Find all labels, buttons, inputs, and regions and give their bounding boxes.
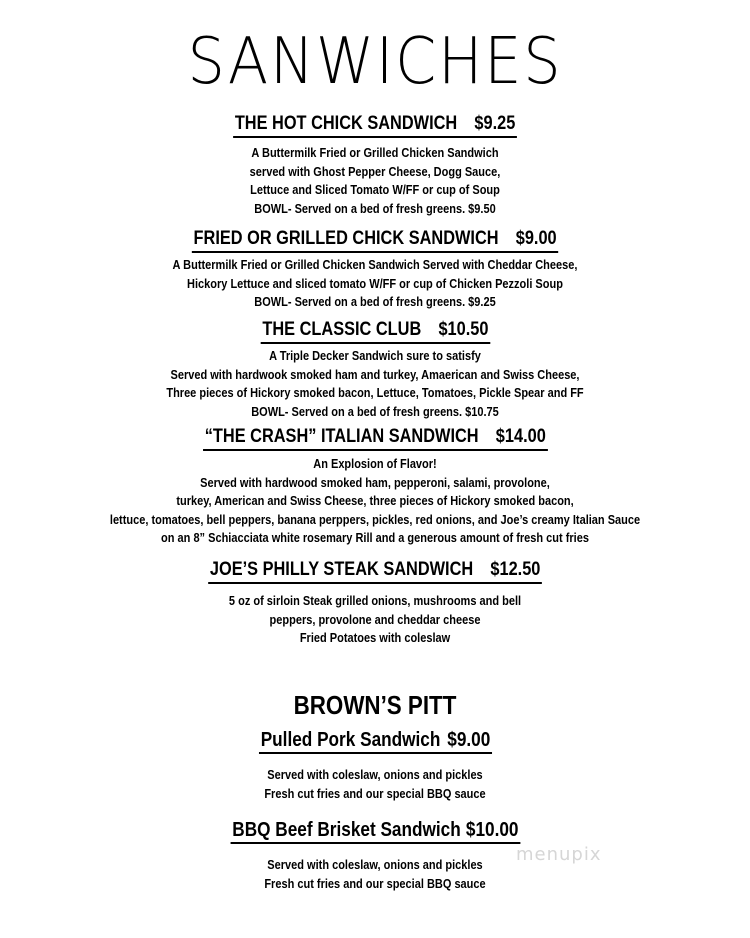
- section-title-browns-pitt: BROWN’S PITT: [293, 690, 457, 720]
- item-name: THE CLASSIC CLUB: [261, 319, 421, 340]
- item-desc-line: Lettuce and Sliced Tomato W/FF or cup of Soup: [250, 183, 500, 197]
- item-desc-line: An Explosion of Flavor!: [313, 457, 437, 471]
- item-price: $12.50: [490, 559, 541, 580]
- item-heading: [260, 318, 489, 344]
- item-heading: [258, 728, 491, 754]
- item-price: $10.50: [438, 319, 489, 340]
- item-desc-line: 5 oz of sirloin Steak grilled onions, mushrooms and bell: [228, 594, 522, 608]
- menu-item-pulled-pork: [0, 728, 750, 803]
- item-name: Pulled Pork Sandwich: [260, 729, 440, 751]
- item-desc-line: Fresh cut fries and our special BBQ sauce: [264, 876, 486, 891]
- item-name: JOE’S PHILLY STEAK SANDWICH: [209, 559, 474, 580]
- item-heading: [233, 112, 517, 138]
- menu-item-hot-chick: [0, 112, 750, 218]
- item-heading: [208, 558, 542, 584]
- item-desc-line: BOWL- Served on a bed of fresh greens. $9.25: [254, 295, 496, 309]
- item-desc-line: peppers, provolone and cheddar cheese: [269, 612, 481, 627]
- item-desc-line: A Buttermilk Fried or Grilled Chicken Sandwich: [251, 146, 499, 160]
- item-price: $10.00: [465, 819, 519, 841]
- item-name: FRIED OR GRILLED CHICK SANDWICH: [193, 228, 499, 249]
- menu-item-brisket: [0, 818, 750, 893]
- menu-item-classic-club: [0, 318, 750, 421]
- item-name: “THE CRASH” ITALIAN SANDWICH: [204, 426, 479, 447]
- item-price: $9.00: [515, 228, 557, 249]
- item-desc-line: Served with coleslaw, onions and pickles: [267, 858, 483, 872]
- menu-item-the-crash: [0, 425, 750, 548]
- item-desc-line: Served with coleslaw, onions and pickles: [267, 768, 483, 782]
- item-desc-line: on an 8” Schiacciata white rosemary Rill and a generous amount of fresh cut fries: [161, 531, 589, 545]
- item-heading: [203, 425, 547, 451]
- item-desc-line: A Buttermilk Fried or Grilled Chicken Sandwich Served with Cheddar Cheese,: [172, 258, 578, 272]
- item-price: $14.00: [495, 426, 546, 447]
- menu-title: SANWICHES: [187, 25, 563, 99]
- item-desc-line: Served with hardwook smoked ham and turkey, Amaerican and Swiss Cheese,: [170, 367, 580, 382]
- item-heading: [230, 818, 520, 844]
- item-desc-line: Served with hardwood smoked ham, pepperoni, salami, provolone,: [200, 475, 550, 490]
- menu-item-philly-steak: [0, 558, 750, 648]
- menu-item-fried-grilled-chick: [0, 227, 750, 312]
- item-price: $9.00: [446, 729, 490, 751]
- item-desc-line: Hickory Lettuce and sliced tomato W/FF or cup of Chicken Pezzoli Soup: [187, 276, 563, 291]
- item-desc-line: turkey, American and Swiss Cheese, three pieces of Hickory smoked bacon,: [176, 494, 574, 508]
- item-desc-line: A Triple Decker Sandwich sure to satisfy: [269, 349, 481, 363]
- item-name: BBQ Beef Brisket Sandwich: [231, 819, 461, 841]
- menupix-watermark: menupix: [516, 844, 602, 865]
- item-desc-line: BOWL- Served on a bed of fresh greens. $9.50: [254, 201, 496, 216]
- item-price: $9.25: [474, 113, 516, 134]
- item-desc-line: lettuce, tomatoes, bell peppers, banana perppers, pickles, red onions, and Joe’s creamy Italian Sauce: [109, 512, 641, 527]
- item-desc-line: BOWL- Served on a bed of fresh greens. $10.75: [251, 404, 499, 419]
- item-desc-line: Fresh cut fries and our special BBQ sauce: [264, 786, 486, 801]
- item-name: THE HOT CHICK SANDWICH: [234, 113, 458, 134]
- item-desc-line: Fried Potatoes with coleslaw: [299, 631, 451, 645]
- item-heading: [192, 227, 559, 253]
- item-desc-line: Three pieces of Hickory smoked bacon, Lettuce, Tomatoes, Pickle Spear and FF: [166, 386, 584, 400]
- item-desc-line: served with Ghost Pepper Cheese, Dogg Sauce,: [249, 164, 501, 179]
